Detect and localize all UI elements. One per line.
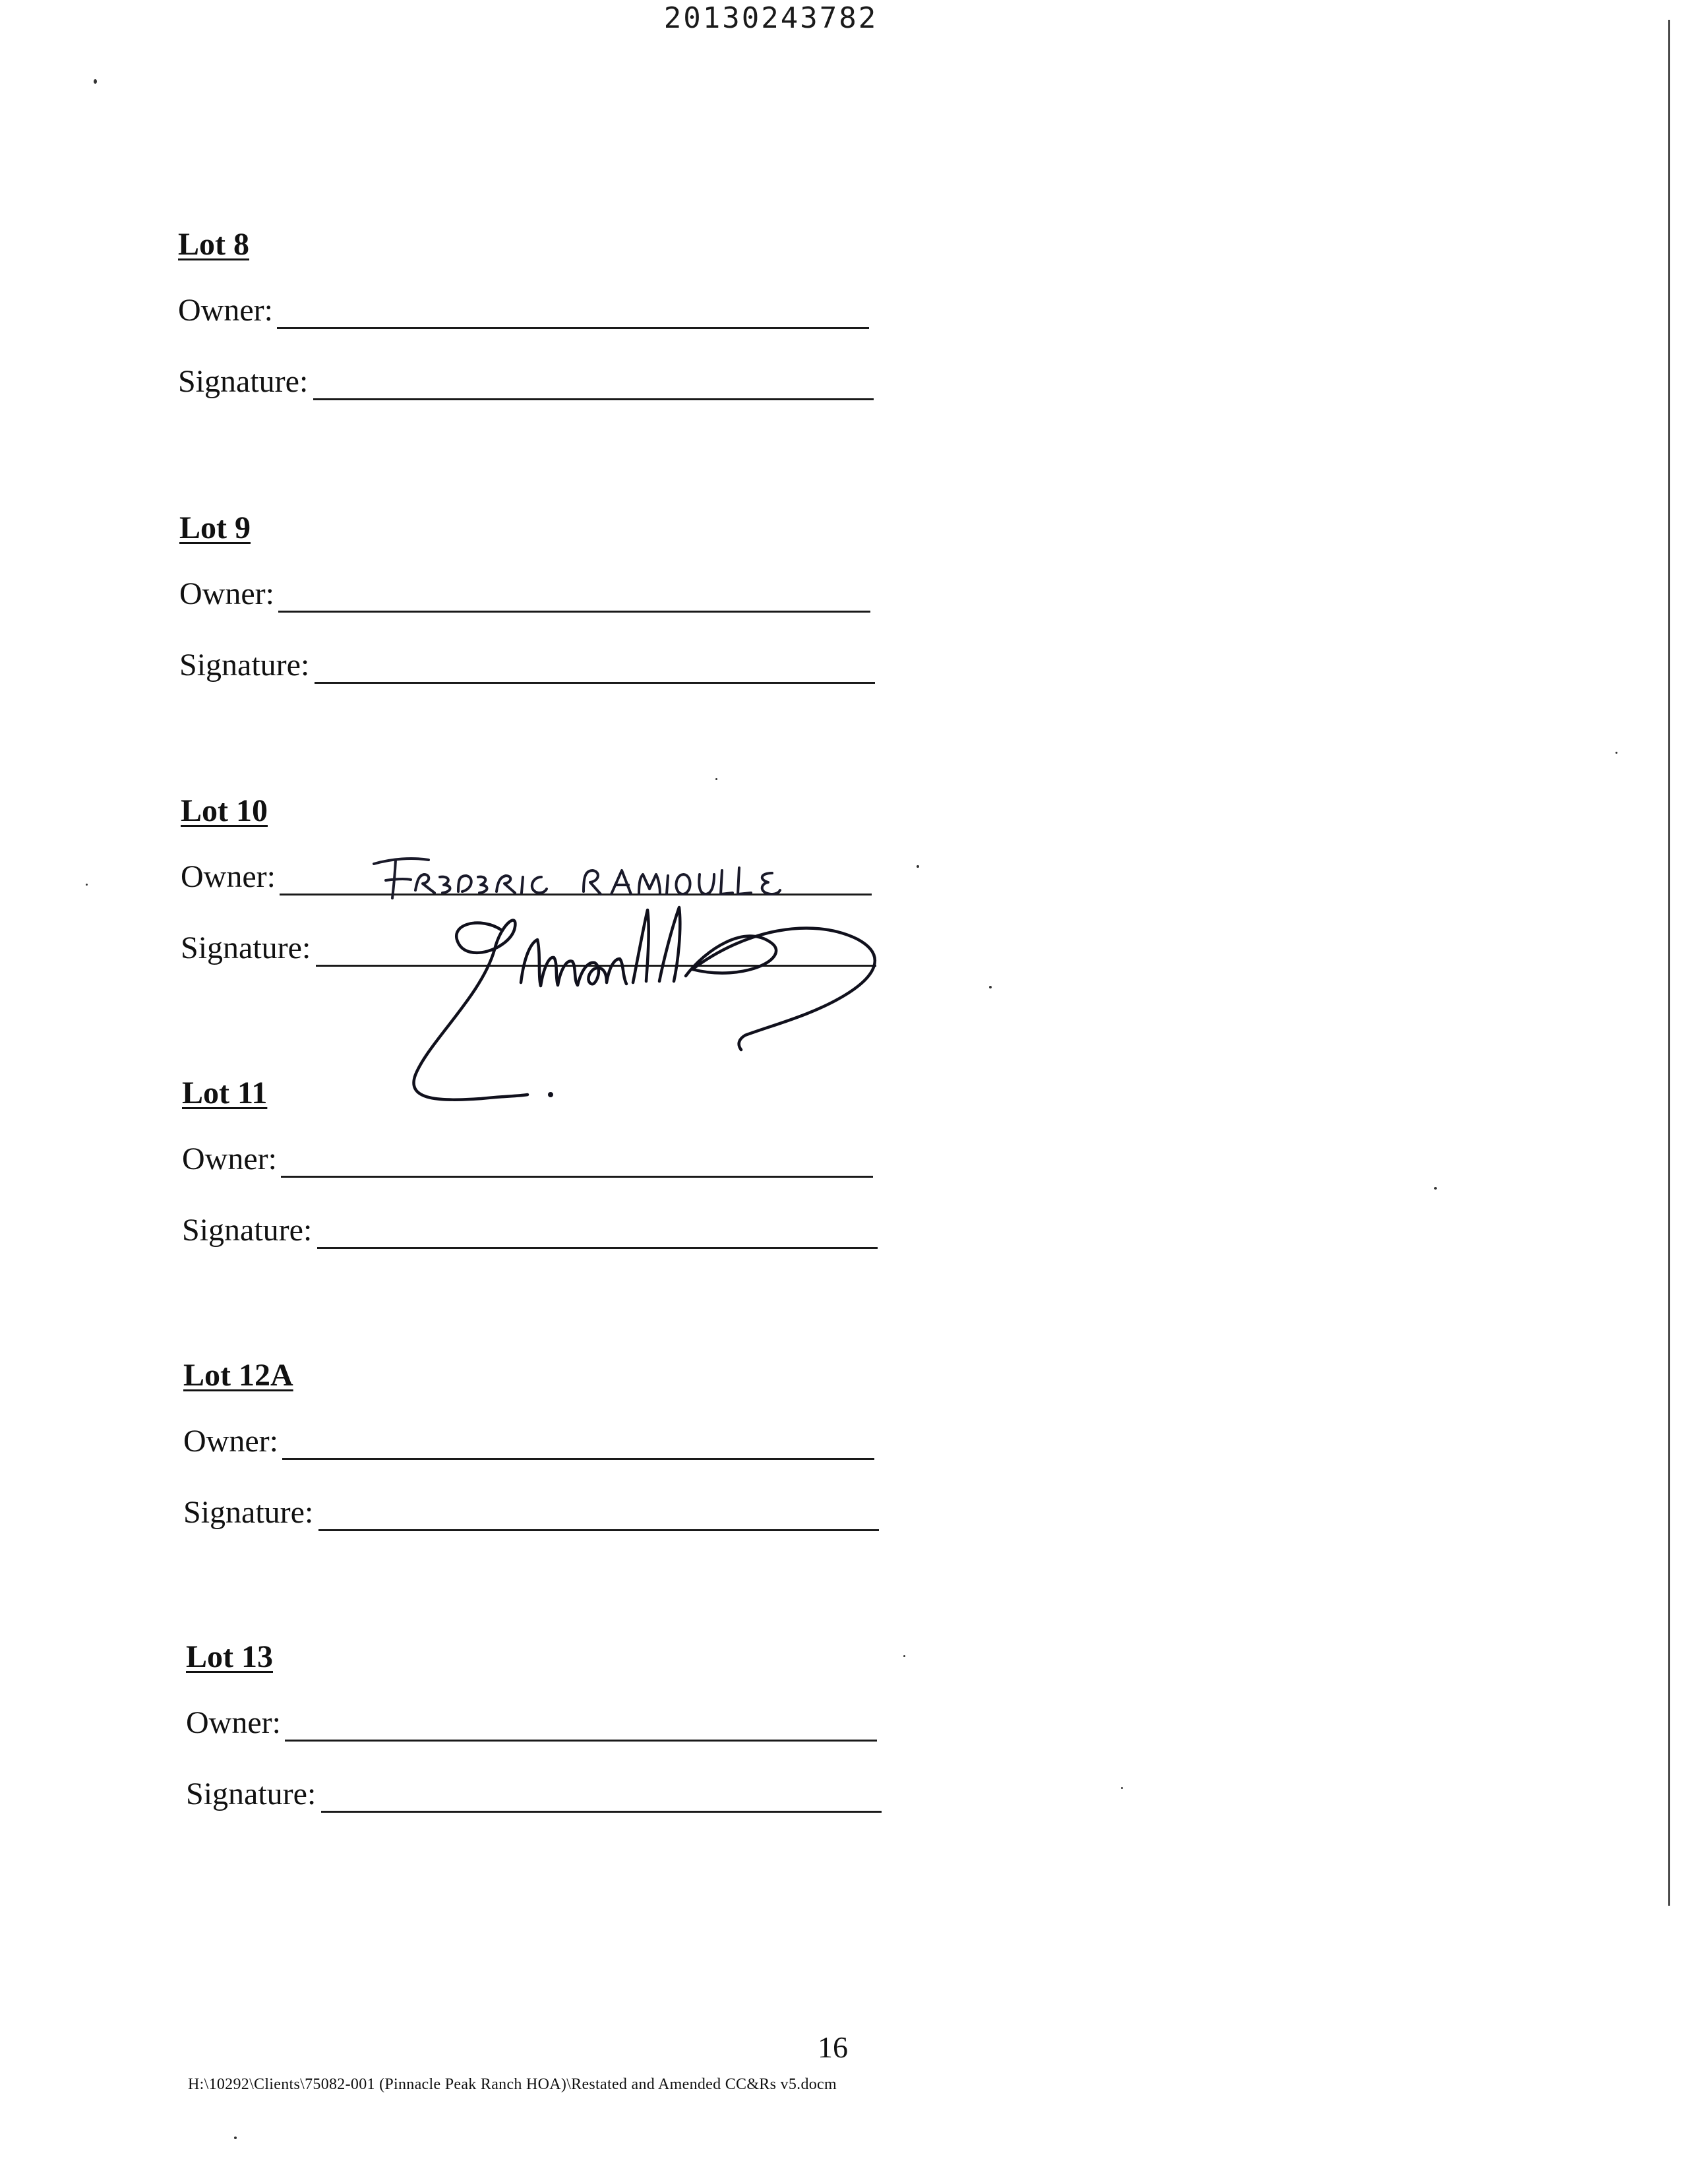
lot-title: Lot 11	[182, 1076, 268, 1110]
owner-line	[281, 1176, 873, 1178]
owner-label: Owner:	[186, 1705, 281, 1740]
scan-speck	[989, 986, 992, 988]
signature-line	[321, 1811, 882, 1813]
owner-line	[285, 1740, 877, 1742]
scan-speck	[1615, 752, 1617, 754]
page-number: 16	[818, 2030, 848, 2064]
signature-line	[317, 1247, 878, 1249]
scan-speck	[715, 778, 717, 780]
signature-line	[313, 398, 874, 400]
owner-label: Owner:	[181, 859, 276, 894]
signature-label: Signature:	[181, 930, 311, 965]
lot-block-9	[179, 510, 905, 727]
owner-label: Owner:	[183, 1424, 278, 1459]
signature-line	[318, 1529, 879, 1531]
owner-label: Owner:	[182, 1141, 277, 1176]
owner-label: Owner:	[178, 293, 273, 328]
owner-line	[278, 611, 870, 613]
scan-speck	[1121, 1787, 1123, 1789]
lot-block-11	[182, 1075, 907, 1292]
signature-label: Signature:	[178, 364, 309, 399]
lot-title: Lot 13	[186, 1639, 273, 1674]
lot-title: Lot 9	[179, 510, 251, 545]
signature-label: Signature:	[186, 1776, 316, 1811]
lot-title: Lot 10	[181, 793, 268, 828]
owner-label: Owner:	[179, 576, 274, 611]
scan-speck	[903, 1655, 905, 1657]
recording-number: 20130243782	[663, 1, 878, 35]
lot-block-8	[178, 226, 903, 444]
signature-label: Signature:	[179, 648, 310, 682]
footer-file-path: H:\10292\Clients\75082-001 (Pinnacle Peak Ranch HOA)\Restated and Amended CC&Rs v5.docm	[188, 2076, 837, 2093]
owner-line	[282, 1458, 874, 1460]
scan-speck	[86, 884, 88, 886]
signature-line	[315, 682, 875, 684]
lot-block-12a	[183, 1357, 909, 1575]
signature-label: Signature:	[183, 1495, 314, 1530]
scan-edge-line	[1668, 20, 1670, 1906]
lot-block-13	[186, 1639, 911, 1856]
scan-speck	[1434, 1187, 1437, 1190]
signature-label: Signature:	[182, 1213, 313, 1248]
lot-title: Lot 12A	[183, 1358, 293, 1393]
scan-speck	[917, 865, 919, 868]
owner-line	[277, 327, 869, 329]
lot-title: Lot 8	[178, 227, 249, 262]
scan-speck	[234, 2137, 237, 2139]
scan-speck	[94, 79, 97, 84]
handwritten-owner-name	[366, 851, 801, 903]
